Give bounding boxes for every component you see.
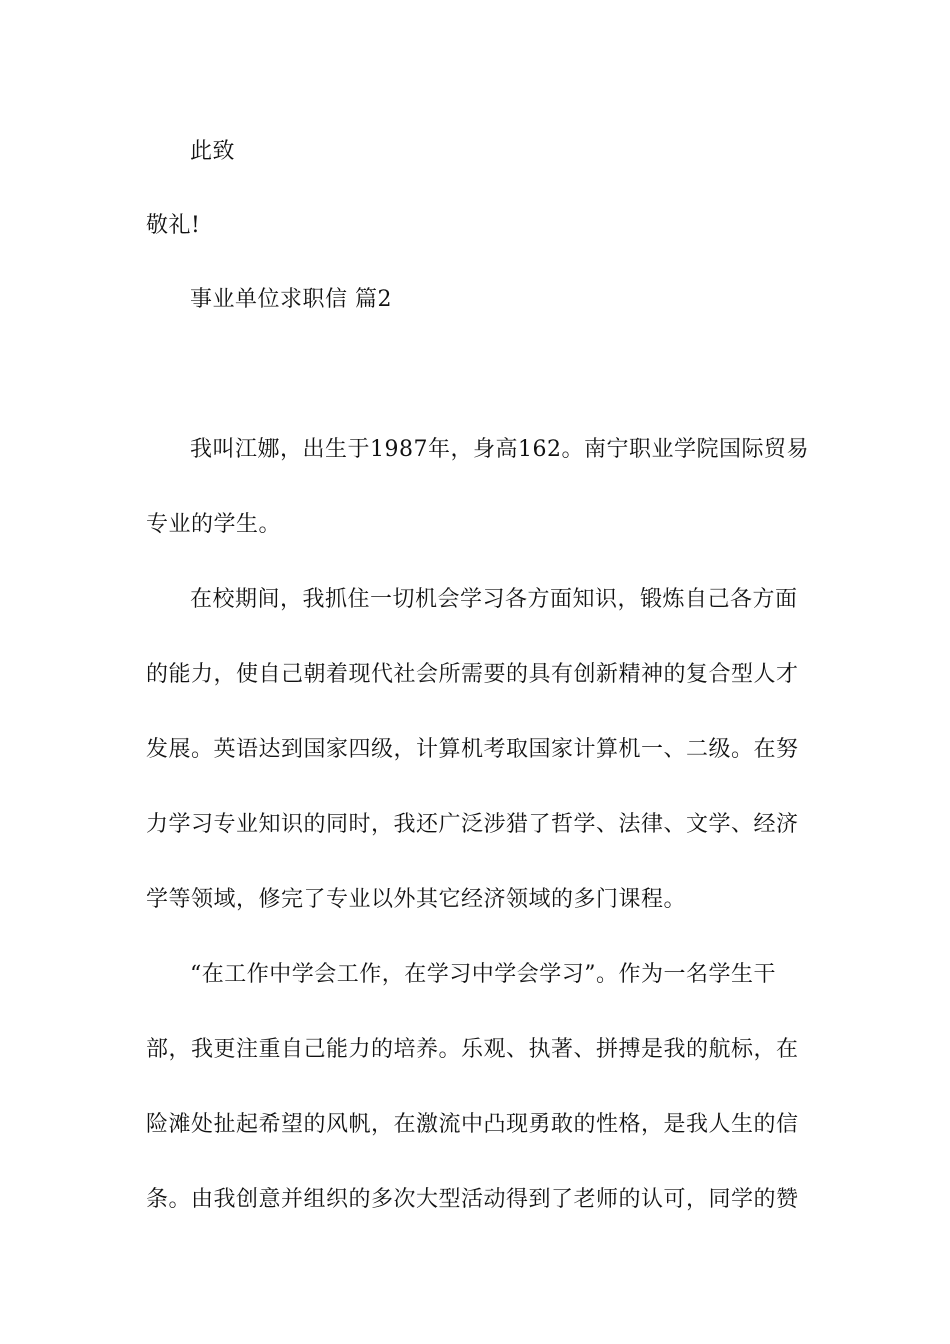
salutation-line: 敬礼! — [146, 213, 201, 238]
paragraph-line: “在工作中学会工作，在学习中学会学习”。作为一名学生干 — [190, 962, 776, 987]
paragraph-line: 部，我更注重自己能力的培养。乐观、执著、拼搏是我的航标，在 — [146, 1037, 799, 1062]
paragraph-line: 险滩处扯起希望的风帆，在激流中凸现勇敢的性格，是我人生的信 — [146, 1112, 799, 1137]
paragraph-line: 发展。英语达到国家四级，计算机考取国家计算机一、二级。在努 — [146, 737, 799, 762]
paragraph-line: 的能力，使自己朝着现代社会所需要的具有创新精神的复合型人才 — [146, 662, 799, 687]
paragraph-line: 学等领域，修完了专业以外其它经济领域的多门课程。 — [146, 887, 687, 912]
section-title: 事业单位求职信 篇2 — [190, 287, 392, 312]
closing-line: 此致 — [190, 139, 236, 164]
paragraph-line: 我叫江娜，出生于1987年，身高162。南宁职业学院国际贸易 — [190, 437, 809, 462]
paragraph-line: 力学习专业知识的同时，我还广泛涉猎了哲学、法律、文学、经济 — [146, 812, 799, 837]
paragraph-line: 在校期间，我抓住一切机会学习各方面知识，锻炼自己各方面 — [190, 587, 798, 612]
paragraph-line: 条。由我创意并组织的多次大型活动得到了老师的认可，同学的赞 — [146, 1187, 799, 1212]
paragraph-line: 专业的学生。 — [146, 512, 282, 537]
